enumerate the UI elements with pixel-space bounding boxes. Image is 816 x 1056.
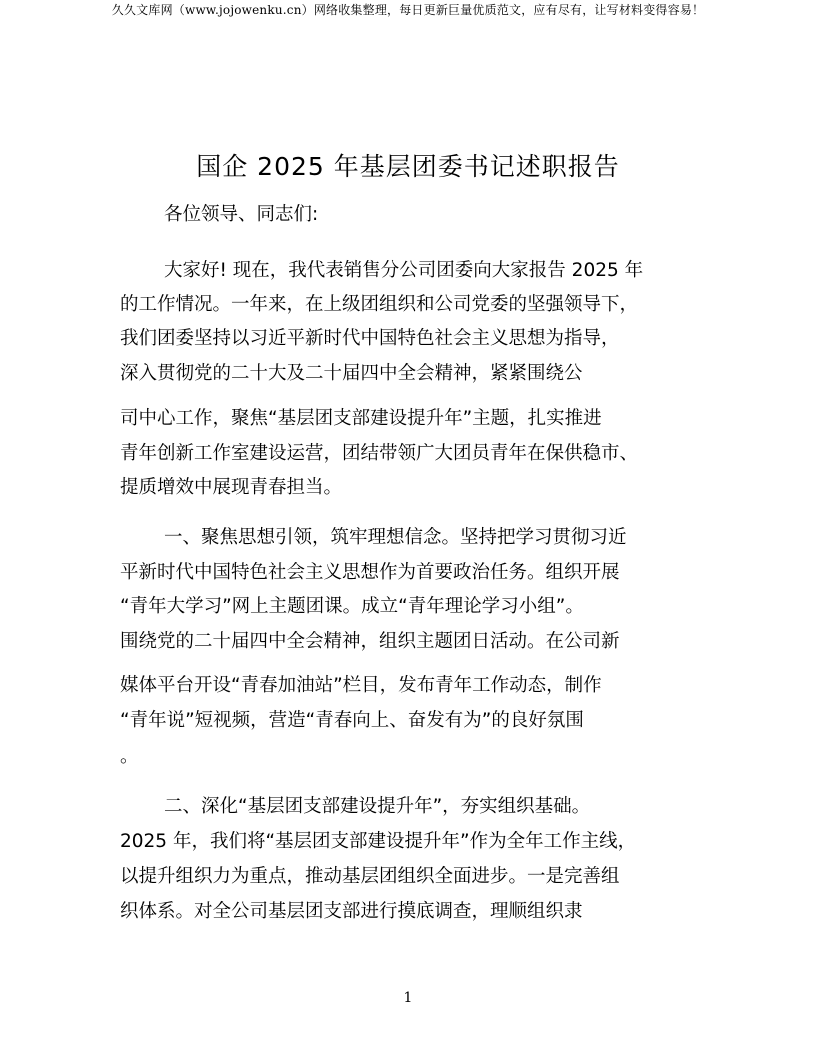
salutation: 各位领导、同志们:	[164, 204, 319, 225]
paragraph-1-line: 青年创新工作室建设运营，团结带领广大团员青年在保供稳市、	[120, 443, 639, 464]
document-title: 国企 2025 年基层团委书记述职报告	[196, 152, 620, 181]
paragraph-1-line: 大家好! 现在，我代表销售分公司团委向大家报告 2025 年	[164, 260, 644, 281]
paragraph-2-line: “青年大学习”网上主题团课。成立“青年理论学习小组”。	[120, 596, 584, 617]
paragraph-3-line: 以提升组织力为重点，推动基层团组织全面进步。一是完善组	[120, 866, 620, 887]
paragraph-1-line: 提质增效中展现青春担当。	[120, 477, 343, 498]
source-banner: 久久文库网（www.jojowenku.cn）网络收集整理，每日更新巨量优质范文，应有尽有，让写材料变得容易！	[111, 3, 705, 17]
paragraph-2-line: 媒体平台开设“青春加油站”栏目，发布青年工作动态，制作	[120, 675, 602, 696]
paragraph-1-line: 深入贯彻党的二十大及二十届四中全会精神，紧紧围绕公	[120, 363, 583, 384]
paragraph-2-line: 一、聚焦思想引领，筑牢理想信念。坚持把学习贯彻习近	[164, 527, 627, 548]
paragraph-3-line: 2025 年，我们将“基层团支部建设提升年”作为全年工作主线，	[120, 831, 637, 852]
paragraph-2-line: “青年说”短视频，营造“青春向上、奋发有为”的良好氛围	[120, 710, 584, 731]
paragraph-1-line: 我们团委坚持以习近平新时代中国特色社会主义思想为指导，	[120, 328, 620, 349]
paragraph-3-line: 二、深化“基层团支部建设提升年”，夯实组织基础。	[164, 796, 591, 817]
paragraph-1-line: 的工作情况。一年来，在上级团组织和公司党委的坚强领导下，	[120, 294, 639, 315]
paragraph-1-line: 司中心工作，聚焦“基层团支部建设提升年”主题，扎实推进	[120, 408, 602, 429]
page-number: 1	[403, 990, 413, 1006]
paragraph-2-line: 。	[120, 746, 139, 767]
paragraph-3-line: 织体系。对全公司基层团支部进行摸底调查，理顺组织隶	[120, 901, 583, 922]
paragraph-2-line: 平新时代中国特色社会主义思想作为首要政治任务。组织开展	[120, 562, 620, 583]
paragraph-2-line: 围绕党的二十届四中全会精神，组织主题团日活动。在公司新	[120, 631, 620, 652]
